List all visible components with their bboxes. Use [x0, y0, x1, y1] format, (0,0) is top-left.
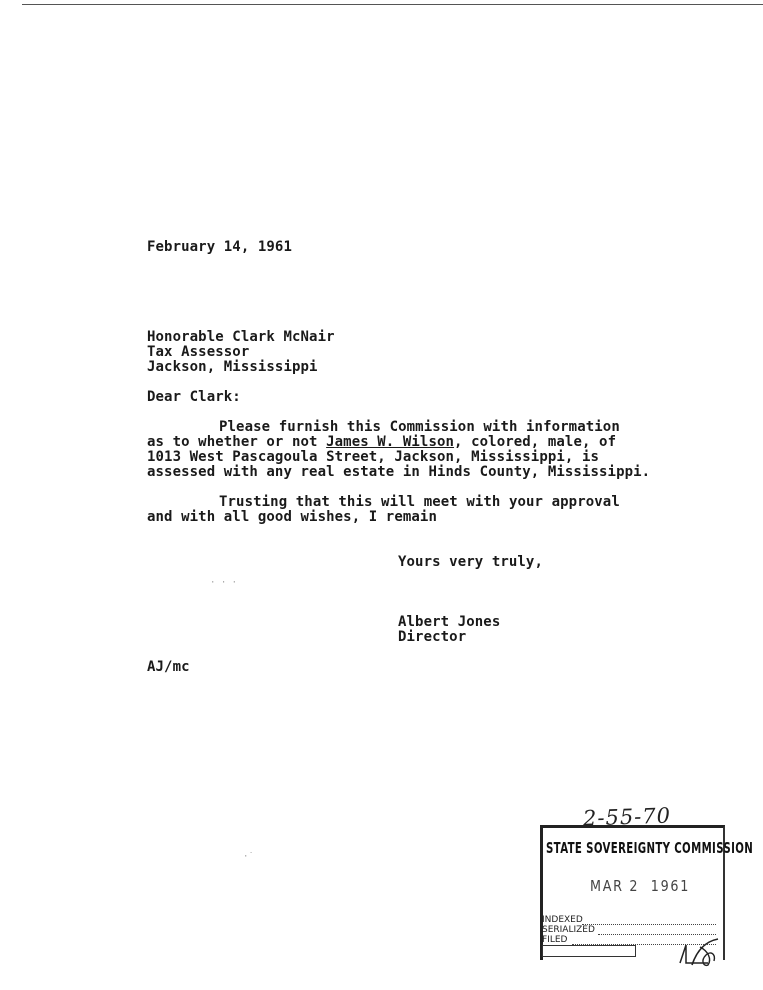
recipient-location: Jackson, Mississippi — [147, 359, 318, 375]
closing: Yours very truly, — [398, 554, 543, 570]
paragraph1-line4: assessed with any real estate in Hinds County, Mississippi. — [147, 464, 651, 480]
recipient-title: Tax Assessor — [147, 344, 250, 360]
recipient-name: Honorable Clark McNair — [147, 329, 335, 345]
paragraph1-line2-start: as to whether or not — [147, 434, 327, 450]
handwritten-mark-icon — [678, 937, 723, 967]
signer-title: Director — [398, 629, 467, 645]
paragraph2-line2: and with all good wishes, I remain — [147, 509, 437, 525]
typist-initials: AJ/mc — [147, 659, 190, 675]
paragraph1-line2-end: , colored, male, of — [454, 434, 617, 450]
commission-stamp — [538, 825, 754, 960]
stamp-label-filed: FILED — [542, 935, 568, 945]
top-border-line — [22, 4, 763, 5]
serialized-line — [598, 934, 716, 935]
paragraph1-line2 — [147, 435, 616, 450]
stamp-bottom-box — [542, 945, 636, 957]
paragraph2-line1: Trusting that this will meet with your approval — [219, 494, 620, 510]
letter-date: February 14, 1961 — [147, 239, 292, 255]
paragraph1-line1: Please furnish this Commission with information — [219, 419, 620, 435]
paper-speck: · · · — [210, 578, 238, 588]
stamp-label-serialized: SERIALIZED — [542, 925, 595, 935]
indexed-line — [582, 924, 716, 925]
stamp-title: STATE SOVEREIGNTY COMMISSION — [546, 839, 754, 857]
paper-speck: ·˙ — [243, 852, 254, 862]
salutation: Dear Clark: — [147, 389, 241, 405]
stamp-label-indexed: INDEXED — [542, 915, 583, 925]
stamp-date: MAR 2 1961 — [590, 877, 691, 895]
subject-name: James W. Wilson — [326, 434, 455, 450]
signer-name: Albert Jones — [398, 614, 501, 630]
paragraph1-line3: 1013 West Pascagoula Street, Jackson, Mississippi, is — [147, 449, 600, 465]
file-number: 2-55-70 — [582, 803, 672, 831]
